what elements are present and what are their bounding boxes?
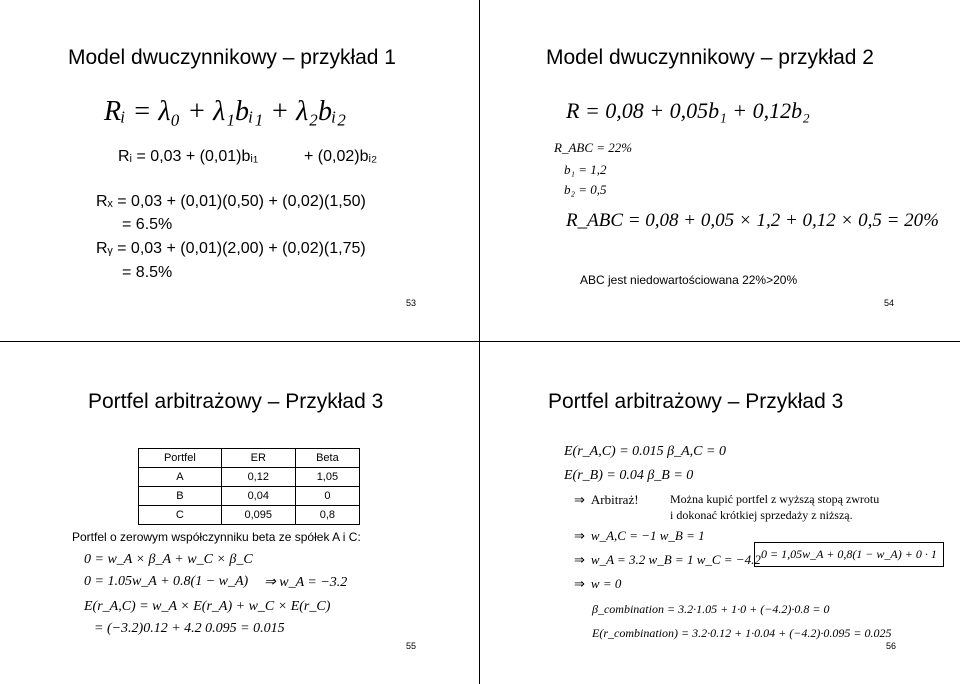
equation-line-1b: + (0,02)bᵢ₂ — [304, 148, 378, 165]
slide-54 — [480, 0, 960, 342]
calc-equation: R_ABC = 0,08 + 0,05 × 1,2 + 0,12 × 0,5 = 20% — [566, 210, 939, 231]
main-equation: Rᵢ = λ₀ + λ₁bᵢ₁ + λ₂bᵢ₂ — [104, 96, 347, 127]
table-row — [139, 487, 360, 506]
equation-1: 0 = w_A × β_A + w_C × β_C — [84, 552, 253, 567]
arrow-icon: ⇒ — [574, 492, 585, 507]
slide-56 — [480, 342, 960, 684]
table-cell: 0,12 — [221, 468, 295, 487]
table-cell: C — [139, 506, 222, 525]
line-5 — [574, 576, 621, 592]
portfolio-table — [138, 448, 360, 525]
table-header-cell: ER — [221, 449, 295, 468]
line-1: E(r_A,C) = 0.015 β_A,C = 0 — [564, 444, 726, 459]
table-cell: 0,095 — [221, 506, 295, 525]
table-cell: 0,04 — [221, 487, 295, 506]
rx-line-1: Rₓ = 0,03 + (0,01)(0,50) + (0,02)(1,50) — [96, 193, 366, 210]
note-line-2: i dokonać krótkiej sprzedaży z niższą. — [670, 508, 853, 522]
equation-3: E(r_A,C) = w_A × E(r_A) + w_C × E(r_C) — [84, 599, 331, 614]
beta-combination: β_combination = 3.2·1.05 + 1·0 + (−4.2)·0.8 = 0 — [592, 602, 830, 616]
table-cell: A — [139, 468, 222, 487]
table-row — [139, 506, 360, 525]
page-number: 56 — [886, 641, 897, 651]
equation-4: = (−3.2)0.12 + 4.2 0.095 = 0.015 — [94, 621, 285, 636]
slide-title: Portfel arbitrażowy – Przykład 3 — [88, 390, 384, 413]
given-b1: b₁ = 1,2 — [564, 162, 607, 177]
table-cell: B — [139, 487, 222, 506]
page-number: 54 — [884, 298, 895, 308]
equation-2-result: ⇒ w_A = −3.2 — [264, 575, 348, 590]
ry-line-2: = 8.5% — [122, 264, 173, 281]
slide-53 — [0, 0, 480, 342]
slide-title: Portfel arbitrażowy – Przykład 3 — [548, 390, 844, 413]
conclusion-text: ABC jest niedowartościowana 22%>20% — [580, 273, 798, 287]
table-header-cell: Portfel — [139, 449, 222, 468]
table-cell: 0 — [295, 487, 359, 506]
arrow-icon: ⇒ — [574, 552, 585, 567]
page-number: 55 — [406, 641, 417, 651]
line-4-text: w_A = 3.2 w_B = 1 w_C = −4.2 — [590, 552, 761, 567]
main-equation: R = 0,08 + 0,05b₁ + 0,12b₂ — [566, 98, 810, 123]
line-2: E(r_B) = 0.04 β_B = 0 — [564, 468, 694, 483]
arrow-icon: ⇒ — [574, 528, 585, 543]
line-3-text: w_A,C = −1 w_B = 1 — [590, 528, 705, 543]
slide-55 — [0, 342, 480, 684]
arbitrage-label — [574, 492, 639, 508]
given-r-abc: R_ABC = 22% — [554, 140, 633, 155]
note-line-1: Można kupić portfel z wyższą stopą zwrotu — [670, 492, 880, 506]
table-cell: 1,05 — [295, 468, 359, 487]
table-cell: 0,8 — [295, 506, 359, 525]
line-3 — [574, 528, 705, 544]
equation-2: 0 = 1.05w_A + 0.8(1 − w_A) — [84, 574, 249, 589]
description-text: Portfel o zerowym współczynniku beta ze spółek A i C: — [72, 530, 361, 544]
slide-title: Model dwuczynnikowy – przykład 1 — [68, 46, 396, 69]
equation-line-1a: Rᵢ = 0,03 + (0,01)bᵢ₁ — [118, 148, 259, 165]
given-b2: b₂ = 0,5 — [564, 182, 607, 197]
ry-line-1: Rᵧ = 0,03 + (0,01)(2,00) + (0,02)(1,75) — [96, 240, 366, 257]
arbitrage-text: Arbitraż! — [590, 492, 639, 507]
table-row — [139, 468, 360, 487]
slide-title: Model dwuczynnikowy – przykład 2 — [546, 46, 874, 69]
table-header-cell: Beta — [295, 449, 359, 468]
arrow-icon: ⇒ — [574, 576, 585, 591]
page-number: 53 — [406, 298, 417, 308]
table-header-row — [139, 449, 360, 468]
equation-box: 0 = 1,05w_A + 0,8(1 − w_A) + 0 · 1 — [754, 542, 944, 567]
line-4 — [574, 552, 761, 568]
rx-line-2: = 6.5% — [122, 216, 173, 233]
line-5-text: w = 0 — [590, 576, 622, 591]
expected-return-combination: E(r_combination) = 3.2·0.12 + 1·0.04 + (−4.2)·0.095 = 0.025 — [592, 626, 892, 640]
